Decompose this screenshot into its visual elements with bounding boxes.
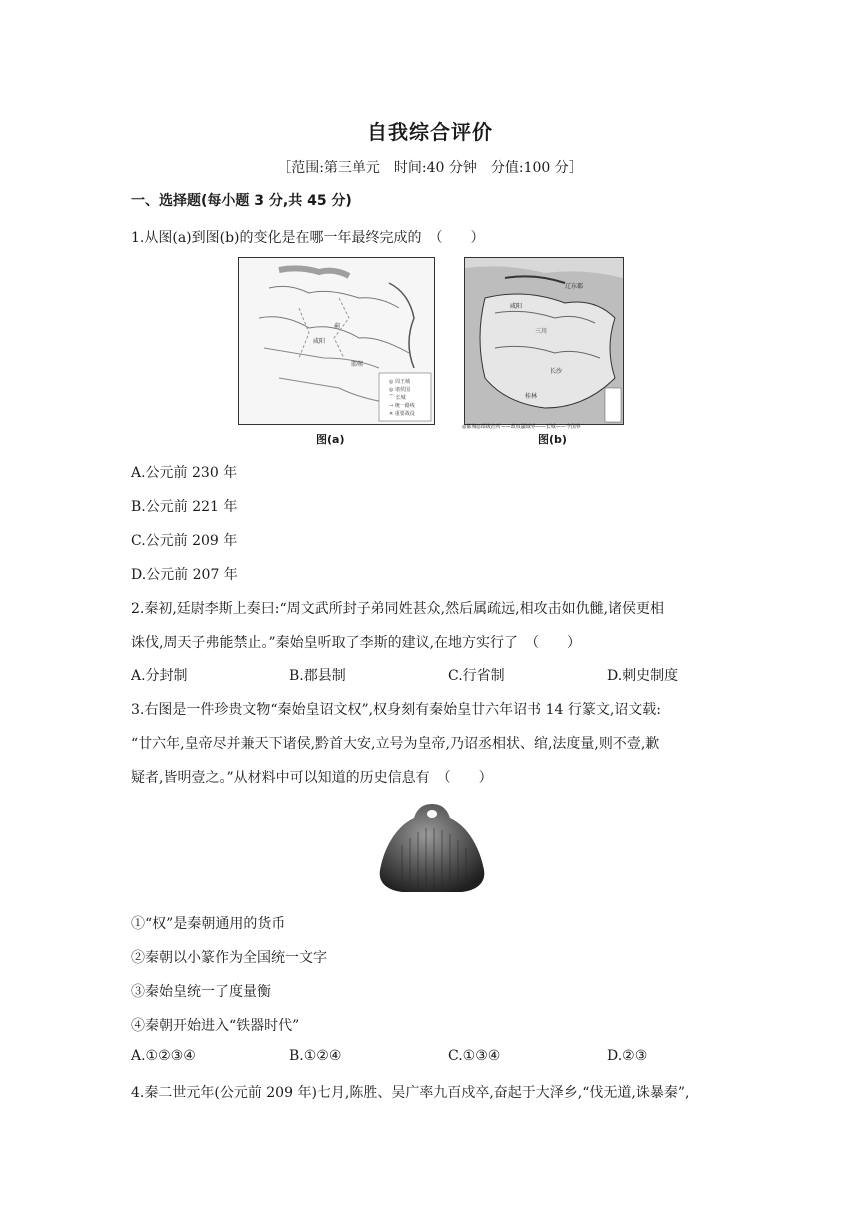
question-2-option-d: D.刺史制度: [607, 668, 679, 684]
question-1-option-c: C.公元前 209 年: [131, 533, 238, 549]
question-2-stem-line-2: 诛伐,周天子弗能禁止。”秦始皇听取了李斯的建议,在地方实行了 （ ）: [131, 635, 582, 651]
question-3-stem-line-2: “廿六年,皇帝尽并兼天下诸侯,黔首大安,立号为皇帝,乃诏丞相状、绾,法度量,则不壹,歉: [131, 736, 660, 752]
question-4-stem-line-1: 4.秦二世元年(公元前 209 年)七月,陈胜、吴广率九百戍卒,奋起于大泽乡,“伐无道,诛暴秦”,: [131, 1085, 690, 1101]
svg-text:辽东郡: 辽东郡: [565, 283, 584, 290]
map-b-caption: 图(b): [538, 433, 567, 446]
question-3-option-d: D.②③: [607, 1048, 648, 1064]
map-a-figure: [238, 257, 435, 425]
question-3-option-b: B.①②④: [289, 1048, 342, 1064]
svg-text:咸阳: 咸阳: [313, 338, 326, 345]
map-b-legend: ◎都城◎郡级治所——政权疆域界——长城——今国界: [462, 424, 581, 430]
map-a-caption: 图(a): [316, 433, 345, 446]
question-2-option-c: C.行省制: [448, 668, 505, 684]
question-3-option-c: C.①③④: [448, 1048, 501, 1064]
question-1-option-d: D.公元前 207 年: [131, 567, 238, 583]
map-b-illustration: [465, 258, 623, 424]
svg-text:三川: 三川: [535, 328, 548, 335]
question-3-option-a: A.①②③④: [131, 1048, 196, 1064]
svg-text:◎ 周王城: ◎ 周王城: [389, 379, 410, 385]
question-2-option-b: B.郡县制: [289, 668, 346, 684]
svg-text:桂林: 桂林: [525, 393, 538, 400]
question-3-stem-line-1: 3.右图是一件珍贵文物“秦始皇诏文权”,权身刻有秦始皇廿六年诏书 14 行篆文,诏文载:: [131, 702, 662, 718]
question-3-statement-2: ②秦朝以小篆作为全国统一文字: [131, 950, 327, 966]
svg-text:→ 统一路线: → 统一路线: [389, 403, 415, 409]
svg-text:◎ 诸侯国: ◎ 诸侯国: [389, 387, 410, 393]
question-3-stem-line-3: 疑者,皆明壹之。”从材料中可以知道的历史信息有 （ ）: [131, 770, 493, 786]
svg-text:⌒ 长城: ⌒ 长城: [389, 395, 406, 401]
svg-text:蓟: 蓟: [334, 323, 341, 330]
question-1-option-b: B.公元前 221 年: [131, 499, 238, 515]
svg-text:长沙: 长沙: [550, 368, 563, 375]
exam-scope: ［范围:第三单元 时间:40 分钟 分值:100 分］: [277, 160, 583, 176]
question-3-statement-3: ③秦始皇统一了度量衡: [131, 984, 271, 1000]
question-2-stem-line-1: 2.秦初,廷尉李斯上奏曰:“周文武所封子弟同姓甚众,然后属疏远,相攻击如仇雠,诸侯更相: [131, 601, 665, 617]
question-1-option-a: A.公元前 230 年: [131, 465, 238, 481]
question-1-stem: 1.从图(a)到图(b)的变化是在哪一年最终完成的 （ ）: [131, 230, 485, 246]
svg-text:邯郸: 邯郸: [351, 361, 364, 368]
map-a-illustration: [239, 258, 434, 424]
map-b-figure: [464, 257, 624, 425]
question-2-option-a: A.分封制: [131, 668, 188, 684]
qin-weight-artifact-image: [374, 800, 490, 896]
question-3-statement-4: ④秦朝开始进入“铁器时代”: [131, 1018, 300, 1034]
page-title: 自我综合评价: [367, 120, 493, 144]
svg-text:咸阳: 咸阳: [510, 303, 523, 310]
question-3-statement-1: ①“权”是秦朝通用的货币: [131, 916, 286, 932]
section-heading: 一、选择题(每小题 3 分,共 45 分): [131, 193, 352, 209]
svg-text:✕ 重要战役: ✕ 重要战役: [389, 411, 415, 417]
